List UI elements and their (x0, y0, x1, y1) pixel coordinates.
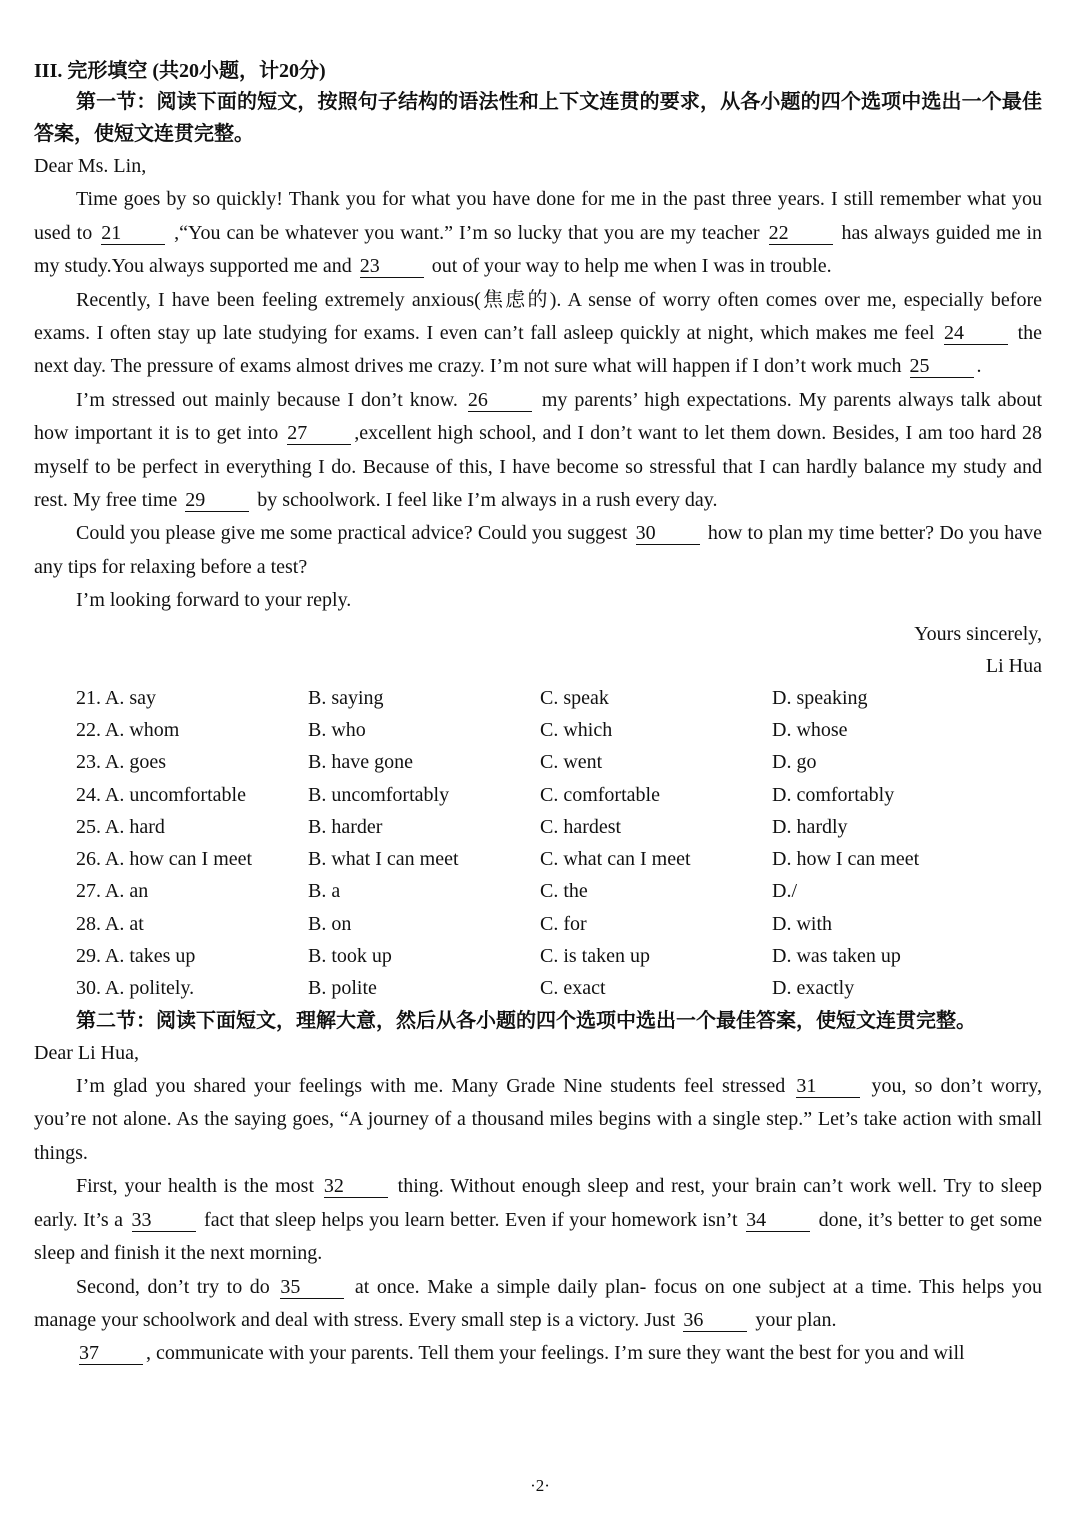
option-item: C. for (540, 912, 587, 935)
text-segment: I’m stressed out mainly because I don’t know. (76, 388, 458, 411)
option-item: B. on (308, 912, 352, 935)
option-item: 28. A. at (76, 912, 144, 935)
text-segment: my parents’ high expectations. My parents always talk about how important it is to get into (34, 388, 1043, 445)
option-item: D. with (772, 912, 832, 935)
option-item: 21. A. say (76, 686, 156, 709)
blank-33: 33 (132, 1209, 196, 1232)
option-item: 24. A. uncomfortable (76, 783, 246, 806)
text-segment: First, your health is the most (76, 1175, 315, 1198)
option-row (76, 972, 1042, 1004)
part2-instruction: 第二节：阅读下面短文，理解大意，然后从各小题的四个选项中选出一个最佳答案，使短文连贯完整。 (76, 1009, 976, 1032)
letter1-paragraph-3 (34, 384, 1042, 518)
letter1-paragraph-2 (34, 284, 1042, 384)
option-item: D. exactly (772, 977, 855, 1000)
option-item: C. which (540, 718, 613, 741)
option-row (76, 779, 1042, 811)
option-row (76, 811, 1042, 843)
option-item: D. whose (772, 718, 848, 741)
option-item: D. speaking (772, 686, 868, 709)
option-row (76, 746, 1042, 778)
option-item: 27. A. an (76, 880, 149, 903)
option-item: C. is taken up (540, 945, 650, 968)
answer-options (76, 682, 1042, 1005)
text-segment: out of your way to help me when I was in trouble. (431, 255, 832, 278)
option-item: C. hardest (540, 815, 622, 838)
option-item: C. went (540, 751, 603, 774)
blank-21: 21 (101, 222, 165, 245)
option-row (76, 682, 1042, 714)
option-item: C. what can I meet (540, 848, 691, 871)
option-item: B. polite (308, 977, 377, 1000)
letter1-greeting: Dear Ms. Lin, (34, 155, 147, 177)
text-segment: I’m glad you shared your feelings with me. Many Grade Nine students feel stressed (76, 1075, 786, 1098)
letter2-greeting: Dear Li Hua, (34, 1041, 139, 1064)
option-row (76, 940, 1042, 972)
text-segment: has always guided me in my study.You always supported me and (34, 221, 1043, 278)
option-item: 23. A. goes (76, 751, 166, 774)
option-item: C. exact (540, 977, 606, 1000)
option-row (76, 875, 1042, 907)
option-item: D. was taken up (772, 945, 901, 968)
blank-26: 26 (468, 389, 532, 412)
letter1-closing: Yours sincerely, (914, 622, 1042, 645)
exam-page (34, 56, 1042, 1371)
part1-instruction: 第一节：阅读下面的短文，按照句子结构的语法性和上下文连贯的要求，从各小题的四个选项中选出一个最佳答案，使短文连贯完整。 (34, 91, 1042, 145)
text-segment: the next day. The pressure of exams almost drives me crazy. I’m not sure what will happen if I don’t work much (34, 322, 1043, 378)
letter1-paragraph-4 (34, 517, 1042, 584)
option-item: B. uncomfortably (308, 783, 450, 806)
option-item: B. took up (308, 945, 392, 968)
text-segment: ,excellent high school, and I don’t want to let them down. Besides, I am too hard 28 myself to be perfect in everything I do. Because of this, I have become so stressful that I can hardly balance my study and rest. My free time (34, 422, 1043, 512)
text-segment: Time goes by so quickly! Thank you for what you have done for me in the past three years. I still remember what you used to (34, 188, 1042, 244)
option-item: C. speak (540, 686, 609, 709)
blank-23: 23 (360, 255, 424, 278)
option-item: B. have gone (308, 751, 413, 774)
letter2-paragraph-2 (34, 1170, 1042, 1270)
blank-25: 25 (910, 355, 974, 378)
blank-22: 22 (769, 222, 833, 245)
blank-29: 29 (185, 489, 249, 512)
option-item: 22. A. whom (76, 718, 180, 741)
text-segment: , communicate with your parents. Tell them your feelings. I’m sure they want the best for you and will (146, 1342, 965, 1365)
letter2-paragraph-3 (34, 1271, 1042, 1338)
option-item: D. go (772, 751, 817, 774)
page-number: ·2· (530, 1476, 550, 1495)
text-segment: your plan. (755, 1308, 837, 1331)
blank-36: 36 (683, 1309, 747, 1332)
text-segment: . (976, 355, 982, 378)
letter2-paragraph-4 (34, 1337, 1042, 1370)
section-title: III. 完形填空 (共20小题，计20分) (34, 60, 326, 82)
text-segment: how to plan my time better? Do you have any tips for relaxing before a test? (34, 522, 1043, 578)
letter1-signature: Li Hua (985, 654, 1042, 677)
option-item: 26. A. how can I meet (76, 848, 253, 871)
option-item: B. who (308, 718, 366, 741)
blank-34: 34 (746, 1209, 810, 1232)
blank-24: 24 (944, 322, 1008, 345)
text-segment: you, so don’t worry, you’re not alone. As the saying goes, “A journey of a thousand miles begins with a single step.” Let’s take action with small things. (34, 1075, 1042, 1164)
blank-27: 27 (287, 422, 351, 445)
letter1-paragraph-5: I’m looking forward to your reply. (76, 589, 352, 612)
blank-37: 37 (79, 1342, 143, 1365)
option-item: B. harder (308, 815, 383, 838)
option-item: B. saying (308, 686, 384, 709)
blank-32: 32 (324, 1175, 388, 1198)
option-item: 30. A. politely. (76, 977, 195, 1000)
text-segment: by schoolwork. I feel like I’m always in a rush every day. (257, 489, 718, 512)
text-segment: done, it’s better to get some sleep and finish it the next morning. (34, 1208, 1043, 1265)
option-item: D. how I can meet (772, 848, 920, 871)
blank-31: 31 (796, 1075, 860, 1098)
option-item: 25. A. hard (76, 815, 165, 838)
text-segment: ,“You can be whatever you want.” I’m so lucky that you are my teacher (174, 221, 760, 244)
option-row (76, 714, 1042, 746)
text-segment: Second, don’t try to do (76, 1275, 270, 1298)
blank-30: 30 (636, 522, 700, 545)
option-item: B. what I can meet (308, 848, 459, 871)
option-item: D./ (772, 880, 797, 903)
option-row (76, 843, 1042, 875)
text-segment: Could you please give me some practical advice? Could you suggest (76, 522, 628, 545)
option-item: D. comfortably (772, 783, 895, 806)
option-item: B. a (308, 880, 341, 903)
text-segment: Recently, I have been feeling extremely anxious(焦虑的). A sense of worry often comes over me, especially before exams. I often stay up late studying for exams. I even can’t fall asleep quickly at night, which makes me feel (34, 288, 1042, 345)
text-segment: at once. Make a simple daily plan- focus on one subject at a time. This helps you manage your schoolwork and deal with stress. Every small step is a victory. Just (34, 1275, 1043, 1331)
text-segment: fact that sleep helps you learn better. Even if your homework isn’t (204, 1208, 738, 1231)
option-item: C. the (540, 880, 588, 903)
option-item: D. hardly (772, 815, 848, 838)
option-item: C. comfortable (540, 783, 660, 806)
option-row (76, 908, 1042, 940)
letter2-paragraph-1 (34, 1070, 1042, 1170)
letter1-paragraph-1 (34, 183, 1042, 283)
option-item: 29. A. takes up (76, 945, 196, 968)
blank-35: 35 (280, 1276, 344, 1299)
text-segment: thing. Without enough sleep and rest, your brain can’t work well. Try to sleep early. It’s a (34, 1175, 1042, 1231)
